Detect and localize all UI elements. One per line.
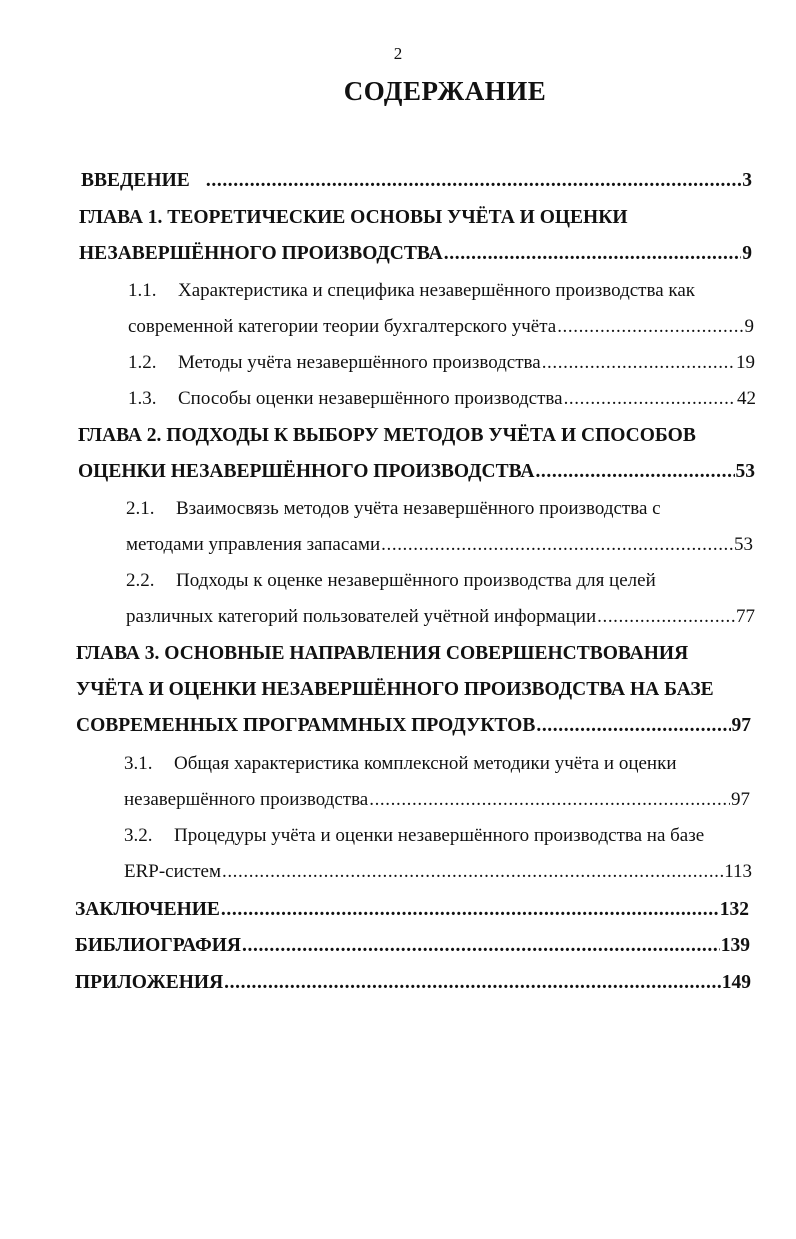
section-number: 1.3.	[128, 388, 157, 409]
toc-page-number: 139	[720, 935, 750, 956]
dot-leader	[206, 167, 741, 195]
section-number: 2.1.	[126, 498, 155, 519]
dot-leader	[597, 603, 735, 631]
dot-leader	[557, 313, 743, 341]
toc-page-number: 3	[742, 170, 752, 191]
toc-chapter-2-title-cont[interactable]: ОЦЕНКИ НЕЗАВЕРШЁННОГО ПРОИЗВОДСТВА ..... 53	[78, 458, 755, 486]
toc-section-1-1-cont[interactable]: современной категории теории бухгалтерского учёта ..... 9	[128, 313, 754, 341]
toc-page-number: 113	[724, 861, 752, 882]
page-number: 2	[393, 44, 403, 63]
dot-leader	[369, 786, 730, 814]
dot-leader	[381, 531, 733, 559]
dot-leader	[535, 458, 734, 486]
toc-section-3-1[interactable]: 3.1. Общая характеристика комплексной методики учёта и оценки	[124, 750, 764, 778]
toc-section-3-2-cont[interactable]: ERP-систем ..... 113	[124, 858, 752, 886]
toc-section-1-1[interactable]: 1.1. Характеристика и специфика незавершённого производства как	[128, 277, 768, 305]
toc-page-number: 53	[735, 461, 755, 482]
toc-chapter-3-title-cont2[interactable]: СОВРЕМЕННЫХ ПРОГРАММНЫХ ПРОДУКТОВ ..... 97	[76, 712, 751, 740]
dot-leader	[221, 896, 719, 924]
toc-page-number: 132	[719, 899, 749, 920]
toc-section-1-2[interactable]: 1.2. Методы учёта незавершённого производства ..... 19	[128, 349, 755, 377]
toc-entry-appendices[interactable]: ПРИЛОЖЕНИЯ ..... 149	[75, 969, 751, 997]
toc-page-number: 97	[731, 789, 750, 810]
section-number: 1.2.	[128, 352, 157, 373]
toc-section-2-2-cont[interactable]: различных категорий пользователей учётной информации ..... 77	[126, 603, 755, 631]
toc-page-number: 9	[744, 316, 754, 337]
toc-page-number: 19	[736, 352, 755, 373]
toc-entry-conclusion[interactable]: ЗАКЛЮЧЕНИЕ ..... 132	[75, 896, 749, 924]
toc-entry-bibliography[interactable]: БИБЛИОГРАФИЯ ..... 139	[75, 932, 750, 960]
toc-page-number: 9	[742, 243, 752, 264]
toc-section-3-1-cont[interactable]: незавершённого производства ..... 97	[124, 786, 750, 814]
toc-section-3-2[interactable]: 3.2. Процедуры учёта и оценки незавершённого производства на базе	[124, 822, 774, 850]
toc-chapter-1-title-cont[interactable]: НЕЗАВЕРШЁННОГО ПРОИЗВОДСТВА ..... 9	[79, 240, 752, 268]
toc-chapter-2-title[interactable]: ГЛАВА 2. ПОДХОДЫ К ВЫБОРУ МЕТОДОВ УЧЁТА И СПОСОБОВ	[78, 425, 696, 446]
dot-leader	[564, 385, 736, 413]
toc-section-2-1[interactable]: 2.1. Взаимосвязь методов учёта незавершённого производства с	[126, 495, 766, 523]
toc-entry-label: ВВЕДЕНИЕ	[81, 170, 190, 191]
toc-page-number: 97	[731, 715, 751, 736]
toc-section-2-2[interactable]: 2.2. Подходы к оценке незавершённого производства для целей	[126, 567, 766, 595]
dot-leader	[444, 240, 741, 268]
dot-leader	[224, 969, 721, 997]
dot-leader	[222, 858, 723, 886]
section-number: 3.1.	[124, 753, 153, 774]
dot-leader	[536, 712, 730, 740]
toc-page-number: 77	[736, 606, 755, 627]
toc-entry-intro[interactable]	[81, 167, 752, 195]
toc-section-2-1-cont[interactable]: методами управления запасами ..... 53	[126, 531, 753, 559]
section-number: 2.2.	[126, 570, 155, 591]
toc-chapter-3-title-cont[interactable]: УЧЁТА И ОЦЕНКИ НЕЗАВЕРШЁННОГО ПРОИЗВОДСТВА НА БАЗЕ	[76, 679, 714, 700]
dot-leader	[542, 349, 735, 377]
toc-page-number: 53	[734, 534, 753, 555]
section-number: 3.2.	[124, 825, 153, 846]
toc-chapter-3-title[interactable]: ГЛАВА 3. ОСНОВНЫЕ НАПРАВЛЕНИЯ СОВЕРШЕНСТВОВАНИЯ	[76, 643, 689, 664]
section-number: 1.1.	[128, 280, 157, 301]
toc-chapter-1-title[interactable]: ГЛАВА 1. ТЕОРЕТИЧЕСКИЕ ОСНОВЫ УЧЁТА И ОЦЕНКИ	[79, 207, 628, 228]
toc-page-number: 42	[737, 388, 756, 409]
toc-page-number: 149	[721, 972, 751, 993]
toc-title: СОДЕРЖАНИЕ	[343, 76, 547, 106]
toc-section-1-3[interactable]: 1.3. Способы оценки незавершённого производства ..... 42	[128, 385, 756, 413]
dot-leader	[242, 932, 720, 960]
